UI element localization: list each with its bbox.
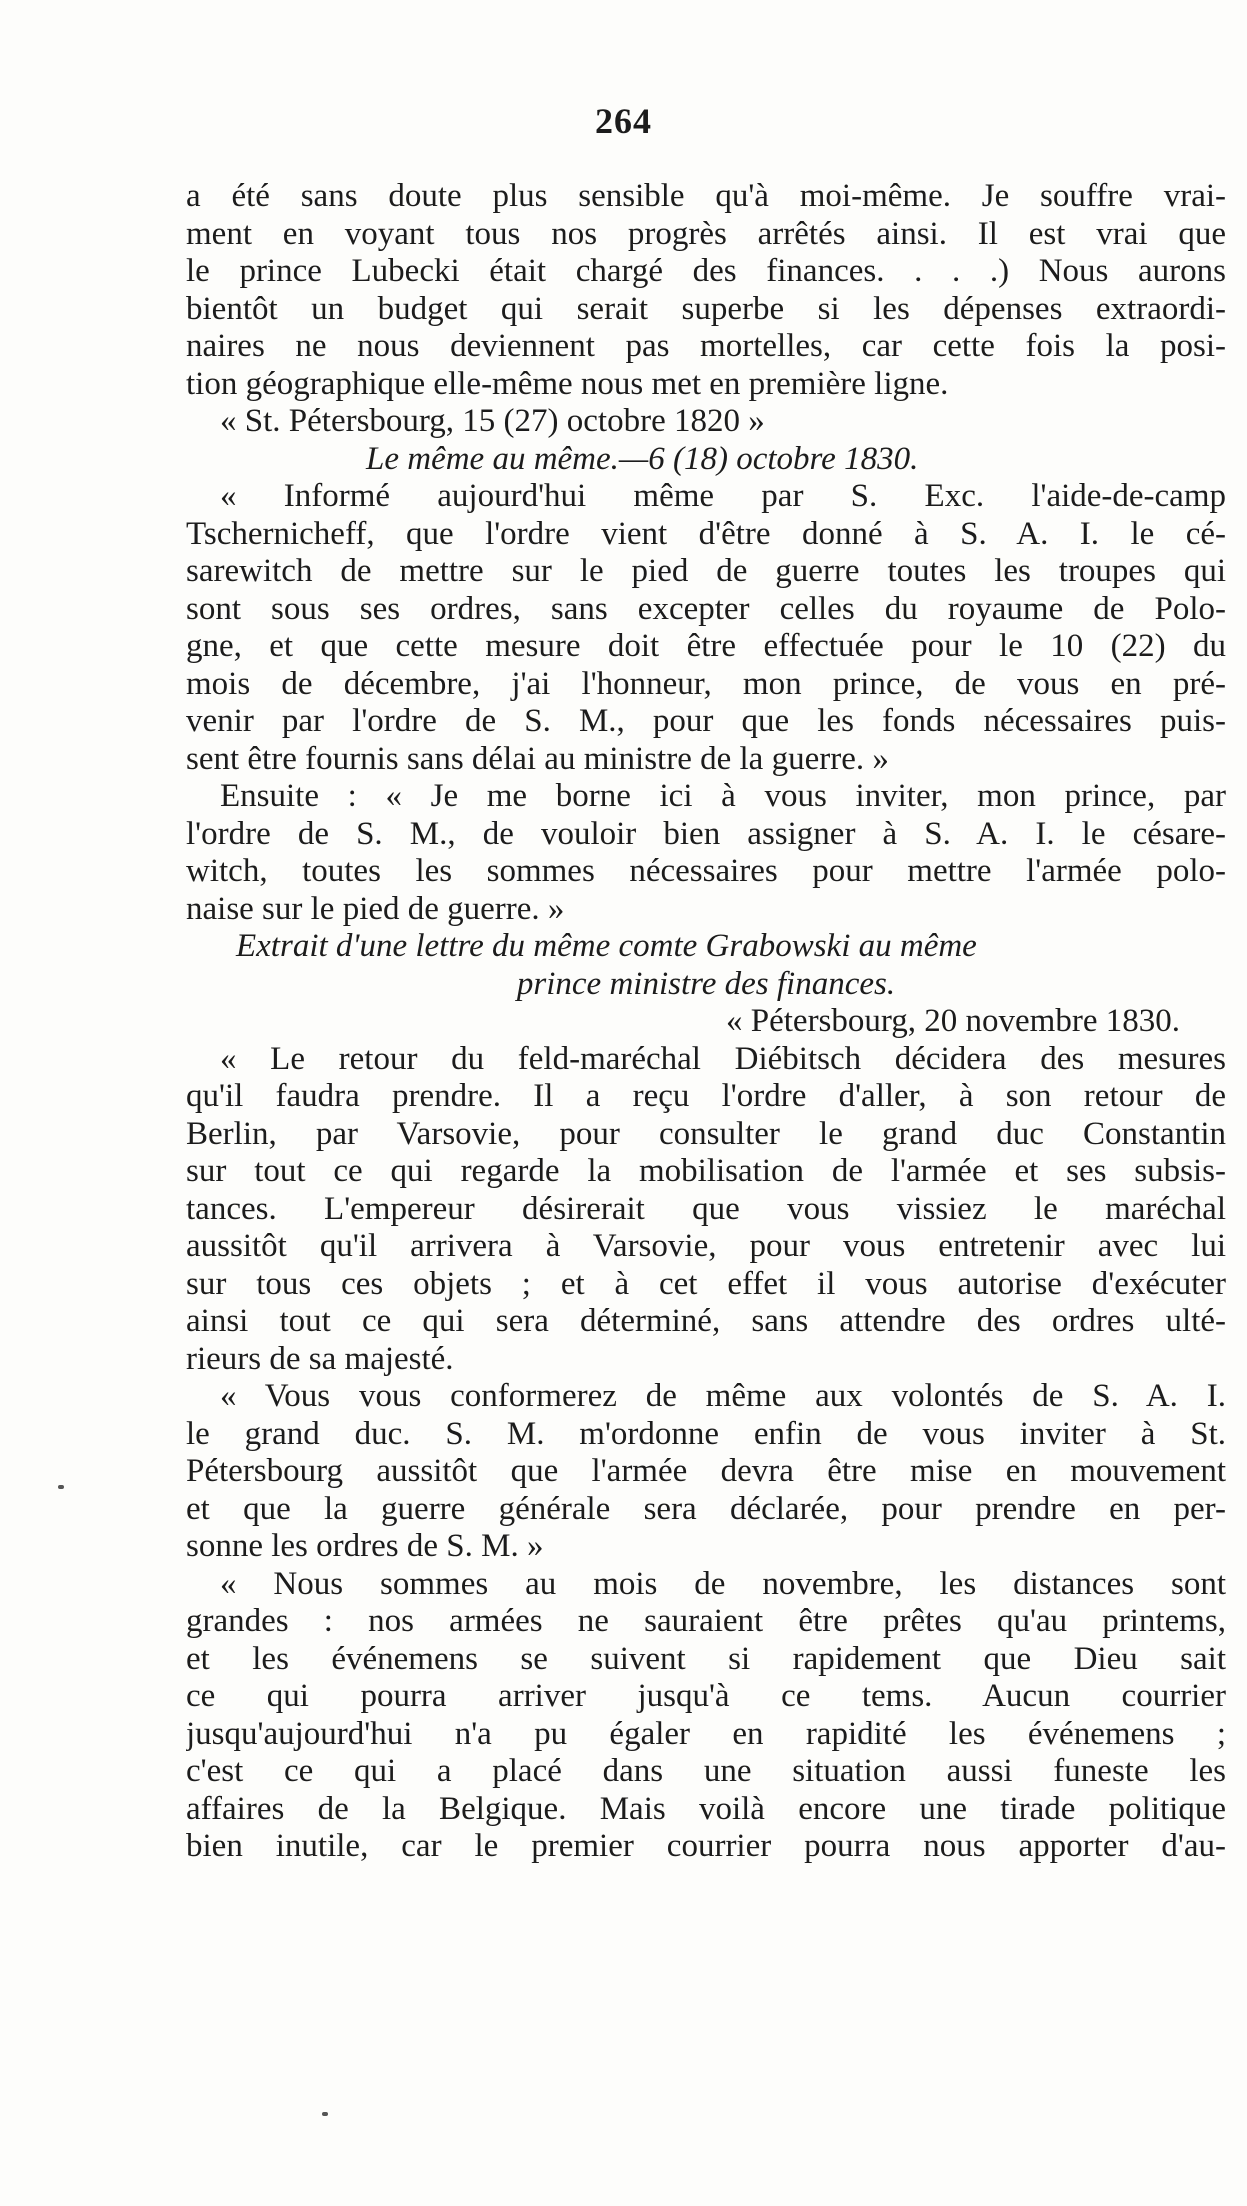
section-heading: Le même au même.—6 (18) octobre 1830. [366, 440, 919, 477]
text-line: « Informé aujourd'hui même par S. Exc. l'aide-de-camp [220, 478, 1226, 514]
text-line: Berlin, par Varsovie, pour consulter le grand duc Constantin [186, 1115, 1226, 1152]
text-line: sur tous ces objets ; et à cet effet il vous autorise d'exécuter [186, 1265, 1226, 1302]
text-line: le grand duc. S. M. m'ordonne enfin de vous inviter à St. [186, 1415, 1226, 1452]
text-line: sent être fournis sans délai au ministre de la guerre. » [186, 740, 889, 777]
text-line: tances. L'empereur désirerait que vous vissiez le maréchal [186, 1190, 1226, 1227]
text-line: a été sans doute plus sensible qu'à moi-même. Je souffre vrai- [186, 178, 1226, 214]
text-line: « Le retour du feld-maréchal Diébitsch décidera des mesures [220, 1040, 1226, 1077]
page-number: 264 [595, 101, 652, 141]
text-line: naise sur le pied de guerre. » [186, 890, 565, 927]
text-line: Ensuite : « Je me borne ici à vous inviter, mon prince, par [220, 778, 1226, 814]
text-line: gne, et que cette mesure doit être effectuée pour le 10 (22) du [186, 628, 1226, 664]
text-line: naires ne nous deviennent pas mortelles, car cette fois la posi- [186, 328, 1226, 364]
text-line: sarewitch de mettre sur le pied de guerre toutes les troupes qui [186, 553, 1226, 589]
text-line: c'est ce qui a placé dans une situation aussi funeste les [186, 1753, 1226, 1789]
text-line: aussitôt qu'il arrivera à Varsovie, pour vous entretenir avec lui [186, 1228, 1226, 1264]
text-line: « Vous vous conformerez de même aux volontés de S. A. I. [220, 1378, 1226, 1414]
body-text [186, 178, 1226, 1866]
text-line: et que la guerre générale sera déclarée, pour prendre en per- [186, 1490, 1226, 1527]
text-line: ce qui pourra arriver jusqu'à ce tems. Aucun courrier [186, 1678, 1226, 1714]
text-line: venir par l'ordre de S. M., pour que les fonds nécessaires puis- [186, 703, 1226, 739]
text-line: sont sous ses ordres, sans excepter celles du royaume de Polo- [186, 590, 1226, 627]
text-line: et les événemens se suivent si rapidement que Dieu sait [186, 1640, 1226, 1677]
text-line: sur tout ce qui regarde la mobilisation de l'armée et ses subsis- [186, 1153, 1226, 1189]
text-line: le prince Lubecki était chargé des finances. . . .) Nous aurons [186, 253, 1226, 289]
extract-heading: Extrait d'une lettre du même comte Grabowski au même [236, 928, 977, 964]
text-line: Tschernicheff, que l'ordre vient d'être donné à S. A. I. le cé- [186, 515, 1226, 552]
text-line: grandes : nos armées ne sauraient être prêtes qu'au printems, [186, 1603, 1226, 1639]
text-line: Pétersbourg aussitôt que l'armée devra être mise en mouvement [186, 1453, 1226, 1489]
letter-dateline: « Pétersbourg, 20 novembre 1830. [726, 1003, 1180, 1039]
text-line: qu'il faudra prendre. Il a reçu l'ordre d'aller, à son retour de [186, 1078, 1226, 1114]
text-line: sonne les ordres de S. M. » [186, 1528, 544, 1564]
text-line: l'ordre de S. M., de vouloir bien assigner à S. A. I. le césare- [186, 815, 1226, 852]
text-line: bien inutile, car le premier courrier pourra nous apporter d'au- [186, 1828, 1226, 1864]
text-line: affaires de la Belgique. Mais voilà encore une tirade politique [186, 1790, 1226, 1827]
extract-subheading: prince ministre des finances. [516, 965, 896, 1002]
text-line: « Nous sommes au mois de novembre, les distances sont [220, 1565, 1226, 1602]
letter-dateline: « St. Pétersbourg, 15 (27) octobre 1820 » [220, 403, 765, 439]
print-speck [322, 2112, 328, 2116]
text-line: ment en voyant tous nos progrès arrêtés ainsi. Il est vrai que [186, 215, 1226, 252]
text-line: bientôt un budget qui serait superbe si les dépenses extraordi- [186, 290, 1226, 327]
print-speck [58, 1485, 64, 1489]
text-line: mois de décembre, j'ai l'honneur, mon prince, de vous en pré- [186, 665, 1226, 702]
text-line: witch, toutes les sommes nécessaires pour mettre l'armée polo- [186, 853, 1226, 889]
text-line: ainsi tout ce qui sera déterminé, sans attendre des ordres ulté- [186, 1303, 1226, 1339]
text-line: tion géographique elle-même nous met en première ligne. [186, 365, 949, 402]
text-line: jusqu'aujourd'hui n'a pu égaler en rapidité les événemens ; [186, 1715, 1226, 1752]
text-line: rieurs de sa majesté. [186, 1340, 454, 1377]
